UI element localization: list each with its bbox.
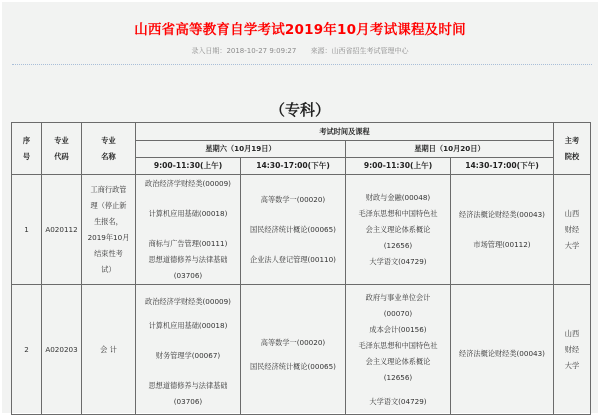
school-line: 财经 — [564, 224, 580, 234]
course-item: 政府与事业单位会计 — [365, 292, 431, 302]
name-line: 理（停止新 — [90, 200, 127, 210]
course-item: 高等数学一(00020) — [260, 194, 326, 204]
entry-date-label: 录入日期： — [191, 47, 227, 55]
divider — [12, 64, 592, 65]
source-value: 山西省招生考试管理中心 — [331, 47, 409, 55]
course-item: 市场管理(00112) — [473, 239, 531, 249]
course-item: 大学语文(04729) — [369, 256, 427, 266]
cell-sat-am — [136, 175, 241, 285]
school-line: 大学 — [564, 360, 580, 370]
header-exam-group: 考试时间及课程 — [136, 123, 554, 141]
course-item: 财政与金融(00048) — [365, 192, 431, 202]
name-line: 试） — [101, 264, 116, 274]
cell-code: A020112 — [42, 175, 82, 285]
course-item: 会主义理论体系概论 — [365, 224, 431, 234]
course-item: (03706) — [173, 270, 203, 280]
cell-sun-am — [346, 285, 451, 415]
name-line: 结束性考 — [94, 248, 123, 258]
entry-date-value: 2018-10-27 9:09:27 — [226, 47, 297, 55]
course-item: 毛泽东思想和中国特色社 — [358, 208, 438, 218]
source — [311, 47, 409, 55]
header-sat-pm: 14:30-17:00(下午) — [241, 158, 346, 175]
course-item: 经济法概论财经类(00043) — [459, 209, 545, 219]
cell-school — [554, 175, 591, 285]
course-item: 计算机应用基础(00018) — [148, 320, 228, 330]
cell-name — [82, 175, 136, 285]
exam-schedule-table — [11, 122, 591, 415]
header-row-1 — [12, 123, 591, 141]
course-item: 企业法人登记管理(00110) — [250, 254, 336, 264]
course-item: (00070) — [383, 308, 413, 318]
header-school-line: 院校 — [564, 151, 580, 161]
table-row — [12, 175, 591, 285]
cell-seq: 1 — [12, 175, 42, 285]
course-item: 财务管理学(00067) — [155, 350, 221, 360]
name-line: 生报名， — [94, 216, 123, 226]
source-label: 来源： — [310, 47, 332, 55]
header-sun-am: 9:00-11:30(上午) — [346, 158, 451, 175]
page-container — [2, 2, 598, 413]
school-line: 大学 — [564, 240, 580, 250]
course-item: (12656) — [383, 372, 413, 382]
course-item: 思想道德修养与法律基础 — [148, 254, 228, 264]
section-title: （专科） — [269, 101, 330, 119]
cell-sun-pm — [451, 175, 554, 285]
name-line: 工商行政管 — [90, 184, 127, 194]
course-item: 国民经济统计概论(00065) — [250, 361, 336, 371]
cell-seq: 2 — [12, 285, 42, 415]
course-item: 思想道德修养与法律基础 — [148, 380, 228, 390]
cell-sat-pm — [241, 175, 346, 285]
header-code-line: 代码 — [54, 151, 69, 161]
course-item: 大学语文(04729) — [369, 396, 427, 406]
header-saturday: 星期六（10月19日） — [136, 141, 346, 158]
course-item: 计算机应用基础(00018) — [148, 208, 228, 218]
header-seq-line: 序 — [22, 135, 31, 145]
header-sat-am: 9:00-11:30(上午) — [136, 158, 241, 175]
course-item: (12656) — [383, 240, 413, 250]
header-code — [42, 123, 82, 175]
cell-code: A020203 — [42, 285, 82, 415]
table-row — [12, 285, 591, 415]
cell-sun-am — [346, 175, 451, 285]
course-item: 高等数学一(00020) — [260, 337, 326, 347]
cell-sat-pm — [241, 285, 346, 415]
course-item: 经济法概论财经类(00043) — [459, 348, 545, 358]
cell-sun-pm — [451, 285, 554, 415]
header-sun-pm: 14:30-17:00(下午) — [451, 158, 554, 175]
header-name-line: 专业 — [101, 135, 116, 145]
header-name — [82, 123, 136, 175]
entry-date — [191, 47, 296, 55]
course-item: 毛泽东思想和中国特色社 — [358, 340, 438, 350]
header-sunday: 星期日（10月20日） — [346, 141, 554, 158]
header-name-line: 名称 — [101, 151, 116, 161]
school-line: 山西 — [564, 328, 580, 338]
header-seq-line: 号 — [22, 151, 31, 161]
cell-name: 会 计 — [82, 285, 136, 415]
header-code-line: 专业 — [54, 135, 69, 145]
header-school — [554, 123, 591, 175]
article-meta — [2, 46, 598, 56]
course-item: (03706) — [173, 396, 203, 406]
header-seq — [12, 123, 42, 175]
school-line: 财经 — [564, 344, 580, 354]
course-item: 商标与广告管理(00111) — [148, 238, 228, 248]
cell-school — [554, 285, 591, 415]
course-item: 会主义理论体系概论 — [365, 356, 431, 366]
cell-sat-am — [136, 285, 241, 415]
header-school-line: 主考 — [564, 135, 580, 145]
name-line: 2019年10月 — [87, 232, 130, 242]
course-item: 国民经济统计概论(00065) — [250, 224, 336, 234]
school-line: 山西 — [564, 208, 580, 218]
course-item: 政治经济学财经类(00009) — [145, 178, 231, 188]
course-item: 政治经济学财经类(00009) — [145, 296, 231, 306]
course-item: 成本会计(00156) — [369, 324, 427, 334]
page-title: 山西省高等教育自学考试2019年10月考试课程及时间 — [134, 22, 466, 38]
